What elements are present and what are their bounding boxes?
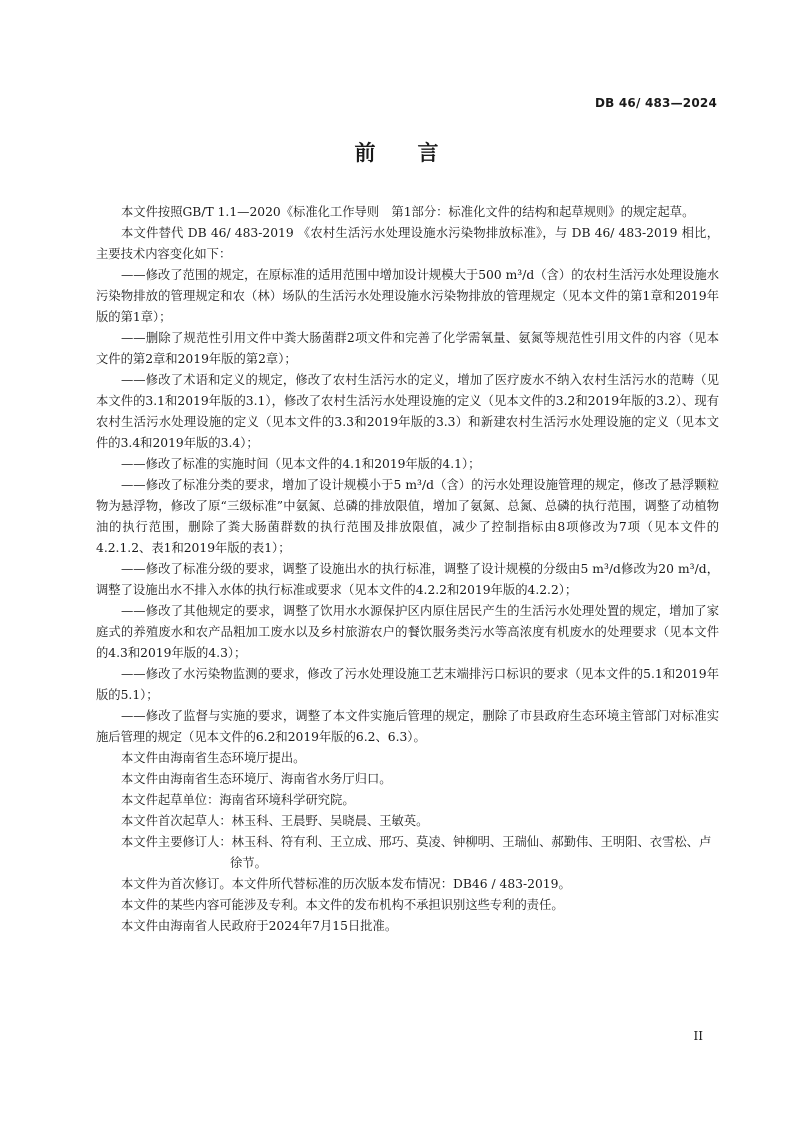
change-item: ——删除了规范性引用文件中粪大肠菌群2项文件和完善了化学需氧量、氨氮等规范性引用文件的内容（见本文件的第2章和2019年版的第2章）； xyxy=(96,331,719,366)
change-item: ——修改了监督与实施的要求，调整了本文件实施后管理的规定，删除了市县政府生态环境主管部门对标准实施后管理的规定（见本文件的6.2和2019年版的6.2、6.3）。 xyxy=(96,709,719,744)
paragraph: 本文件按照GB/T 1.1—2020《标准化工作导则 第1部分：标准化文件的结构和起草规则》的规定起草。 xyxy=(121,205,695,219)
change-item: ——修改了水污染物监测的要求，修改了污水处理设施工艺末端排污口标识的要求（见本文件的5.1和2019年版的5.1）； xyxy=(96,667,719,702)
change-item: ——修改了其他规定的要求，调整了饮用水水源保护区内原住居民产生的生活污水处理处置的规定，增加了家庭式的养殖废水和农产品粗加工废水以及乡村旅游农户的餐饮服务类污水等高浓度有机废水的处理要求（见本文件的4.3和2019年版的4.3）； xyxy=(96,604,719,660)
change-item: ——修改了标准分类的要求，增加了设计规模小于5 m³/d（含）的污水处理设施管理的规定，修改了悬浮颗粒物为悬浮物，修改了原“三级标准”中氨氮、总磷的排放限值，增加了氨氮、总氮、总磷的执行范围，调整了动植物油的执行范围，删除了粪大肠菌群数的执行范围及排放限值，减少了控制指标由8项修改为7项（见本文件的4.2.1.2、表1和2019年版的表1）； xyxy=(96,478,719,555)
change-item: ——修改了范围的规定，在原标准的适用范围中增加设计规模大于500 m³/d（含）的农村生活污水处理设施水污染物排放的管理规定和农（林）场队的生活污水处理设施水污染物排放的管理规定（见本文件的第1章和2019年版的第1章）； xyxy=(96,268,719,324)
main-revisers: 本文件主要修订人：林玉科、符有利、王立成、邢巧、莫凌、钟柳明、王瑞仙、郝勤伟、王明阳、衣雪松、卢徐节。 xyxy=(121,835,712,870)
document-code: DB 46/ 483—2024 xyxy=(595,96,717,110)
authority-statement: 本文件由海南省生态环境厅、海南省水务厅归口。 xyxy=(121,772,392,786)
first-drafters: 本文件首次起草人：林玉科、王晨野、吴晓晨、王敏英。 xyxy=(121,814,429,828)
approval-statement: 本文件由海南省人民政府于2024年7月15日批准。 xyxy=(121,919,398,933)
foreword-body xyxy=(96,202,719,937)
change-item: ——修改了标准的实施时间（见本文件的4.1和2019年版的4.1）； xyxy=(121,457,481,471)
drafting-unit: 本文件起草单位：海南省环境科学研究院。 xyxy=(121,793,355,807)
page-number: II xyxy=(693,1029,703,1043)
revision-history: 本文件为首次修订。本文件所代替标准的历次版本发布情况：DB46 / 483-2019。 xyxy=(121,877,571,891)
page-title: 前言 xyxy=(354,141,481,165)
paragraph: 本文件替代 DB 46/ 483-2019 《农村生活污水处理设施水污染物排放标准》，与 DB 46/ 483-2019 相比，主要技术内容变化如下： xyxy=(96,226,719,261)
change-item: ——修改了术语和定义的规定，修改了农村生活污水的定义，增加了医疗废水不纳入农村生活污水的范畴（见本文件的3.1和2019年版的3.1），修改了农村生活污水处理设施的定义（见本文件的3.2和2019年版的3.2）、现有农村生活污水处理设施的定义（见本文件的3.3和2019年版的3.3）和新建农村生活污水处理设施的定义（见本文件的3.4和2019年版的3.4）； xyxy=(96,373,719,450)
patent-notice: 本文件的某些内容可能涉及专利。本文件的发布机构不承担识别这些专利的责任。 xyxy=(121,898,564,912)
proposer-statement: 本文件由海南省生态环境厅提出。 xyxy=(121,751,306,765)
change-item: ——修改了标准分级的要求，调整了设施出水的执行标准，调整了设计规模的分级由5 m³/d修改为20 m³/d，调整了设施出水不排入水体的执行标准或要求（见本文件的4.2.2和2019年版的4.2.2）； xyxy=(96,562,719,597)
